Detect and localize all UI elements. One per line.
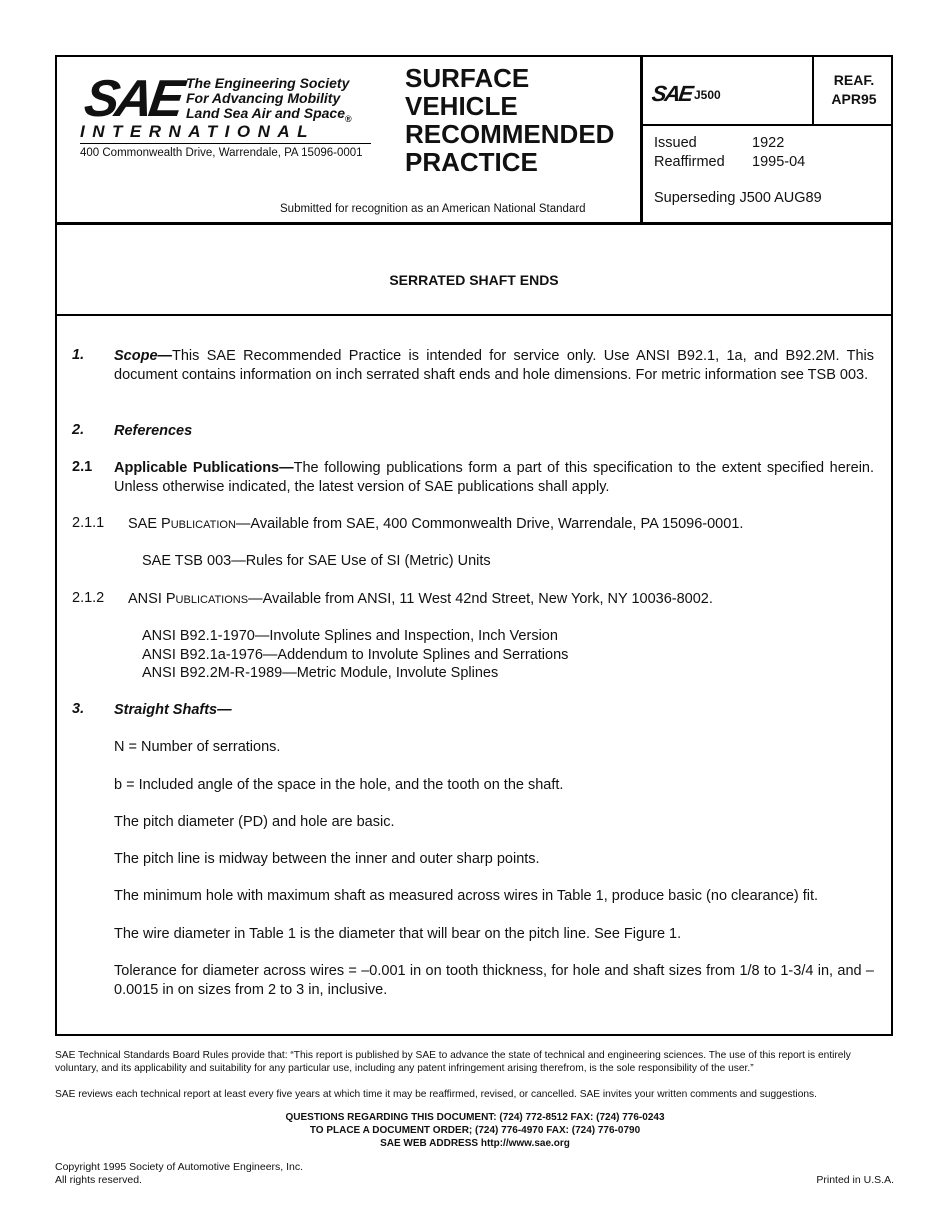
title-divider <box>55 314 893 316</box>
copyright-block <box>55 1161 303 1187</box>
society-tagline <box>186 76 352 127</box>
section-3-heading: Straight Shafts— <box>114 702 232 718</box>
sae-small-logo: SAE <box>650 81 694 106</box>
ansi-reference-2: ANSI B92.1a-1976—Addendum to Involute Splines and Serrations <box>142 646 569 663</box>
section-2-1-number: 2.1 <box>72 459 93 475</box>
printed-in: Printed in U.S.A. <box>816 1174 894 1186</box>
tagline-line-1: The Engineering Society <box>186 75 350 91</box>
section-2-1-2-text <box>128 590 713 610</box>
ansi-publication-label: ANSI P <box>128 591 176 607</box>
reaffirmed-value: 1995-04 <box>752 154 806 170</box>
section-2-1-1-number: 2.1.1 <box>72 515 105 531</box>
section-3-paragraph: The minimum hole with maximum shaft as measured across wires in Table 1, produce basic (no clearance) fit. <box>114 888 819 904</box>
sae-tsb-reference: SAE TSB 003—Rules for SAE Use of SI (Metric) Units <box>142 553 491 569</box>
section-2-1-publications <box>114 459 874 496</box>
section-3-paragraph: b = Included angle of the space in the hole, and the tooth on the shaft. <box>114 776 564 793</box>
section-3-paragraph: The pitch diameter (PD) and hole are basic. <box>114 814 395 830</box>
issued-value: 1922 <box>752 135 785 151</box>
doc-type-line-1: SURFACE <box>405 63 530 93</box>
tagline-line-2: For Advancing Mobility <box>186 90 341 106</box>
sae-publication-label-sc: UBLICATION <box>170 519 236 531</box>
ansi-reference-1: ANSI B92.1-1970—Involute Splines and Inspection, Inch Version <box>142 628 558 644</box>
ansi-publication-source: —Available from ANSI, 11 West 42nd Street, New York, NY 10036-8002. <box>248 591 713 607</box>
reaf-label: REAF. <box>833 72 875 88</box>
section-1-number: 1. <box>72 347 85 363</box>
sae-address: 400 Commonwealth Drive, Warrendale, PA 15096-0001 <box>80 147 363 159</box>
reaf-box-divider <box>812 55 814 126</box>
web-address: SAE WEB ADDRESS http://www.sae.org <box>380 1138 570 1149</box>
section-2-1-1-text <box>128 515 743 535</box>
international-wordmark: INTERNATIONAL <box>80 122 316 141</box>
section-3-paragraph: N = Number of serrations. <box>114 739 281 755</box>
reaffirmed-label: Reaffirmed <box>654 154 725 170</box>
superseding-note: Superseding J500 AUG89 <box>654 190 822 206</box>
rights-text: All rights reserved. <box>55 1174 142 1186</box>
document-title: SERRATED SHAFT ENDS <box>389 272 559 288</box>
registered-mark: ® <box>344 113 352 124</box>
ansi-reference-3: ANSI B92.2M-R-1989—Metric Module, Involute Splines <box>142 665 499 681</box>
header-vertical-divider <box>640 55 643 223</box>
doc-type-line-4: PRACTICE <box>405 147 538 177</box>
section-1-text: This SAE Recommended Practice is intended for service only. Use ANSI B92.1, 1a, and B92.2M. This document contains information on inch serrated shaft ends and hole dimensions. For metric information see TSB 003. <box>114 348 874 383</box>
tagline-line-3: Land Sea Air and Space <box>186 105 345 121</box>
section-2-1-heading: Applicable Publications— <box>114 460 294 476</box>
reaffirmation-box <box>815 71 893 109</box>
doc-type-line-2: VEHICLE <box>405 91 518 121</box>
header-divider <box>55 222 893 225</box>
wordmark-rule <box>80 143 371 144</box>
sae-publication-source: —Available from SAE, 400 Commonwealth Drive, Warrendale, PA 15096-0001. <box>235 516 744 532</box>
section-2-1-text: The following publications form a part of this specification to the extent specified herein. Unless otherwise indicated, the latest version of SAE publications shall apply. <box>114 460 875 495</box>
issued-label: Issued <box>654 135 697 151</box>
section-2-number: 2. <box>72 422 85 438</box>
section-3-number: 3. <box>72 701 85 717</box>
order-contact: TO PLACE A DOCUMENT ORDER; (724) 776-4970 FAX: (724) 776-0790 <box>309 1125 641 1136</box>
section-1-scope <box>114 347 874 384</box>
ansi-publication-label-sc: UBLICATIONS <box>175 594 249 606</box>
document-type <box>405 64 614 176</box>
section-2-heading: References <box>114 423 193 439</box>
sae-publication-label: SAE P <box>128 516 171 532</box>
section-3-paragraph: Tolerance for diameter across wires = –0.001 in on tooth thickness, for hole and shaft sizes from 1/8 to 1-3/4 in, and –0.0015 in on sizes from 2 to 3 in, inclusive. <box>114 963 874 998</box>
review-notice: SAE reviews each technical report at least every five years at which time it may be reaffirmed, revised, or cancelled. SAE invites your written comments and suggestions. <box>55 1089 817 1100</box>
sae-logo: SAE <box>80 70 184 128</box>
board-rules-notice: SAE Technical Standards Board Rules provide that: “This report is published by SAE to advance the state of technical and engineering sciences. The use of this report is entirely voluntary, and its applicability and suitability for any particular use, including any patent infringement arising therefrom, is the sole responsibility of the user.” <box>55 1050 851 1074</box>
section-1-heading: Scope— <box>114 348 173 364</box>
reaf-date: APR95 <box>831 91 877 107</box>
ansi-submission-note: Submitted for recognition as an American National Standard <box>280 203 586 215</box>
section-3-paragraph: The wire diameter in Table 1 is the diameter that will bear on the pitch line. See Figure 1. <box>114 926 682 942</box>
standard-box-divider <box>641 124 893 126</box>
questions-contact: QUESTIONS REGARDING THIS DOCUMENT: (724) 772-8512 FAX: (724) 776-0243 <box>285 1112 665 1123</box>
section-3-paragraph: The pitch line is midway between the inner and outer sharp points. <box>114 851 540 867</box>
section-2-1-2-number: 2.1.2 <box>72 590 105 606</box>
copyright-text: Copyright 1995 Society of Automotive Engineers, Inc. <box>55 1161 304 1173</box>
standard-number: J500 <box>694 88 721 102</box>
doc-type-line-3: RECOMMENDED <box>405 119 615 149</box>
